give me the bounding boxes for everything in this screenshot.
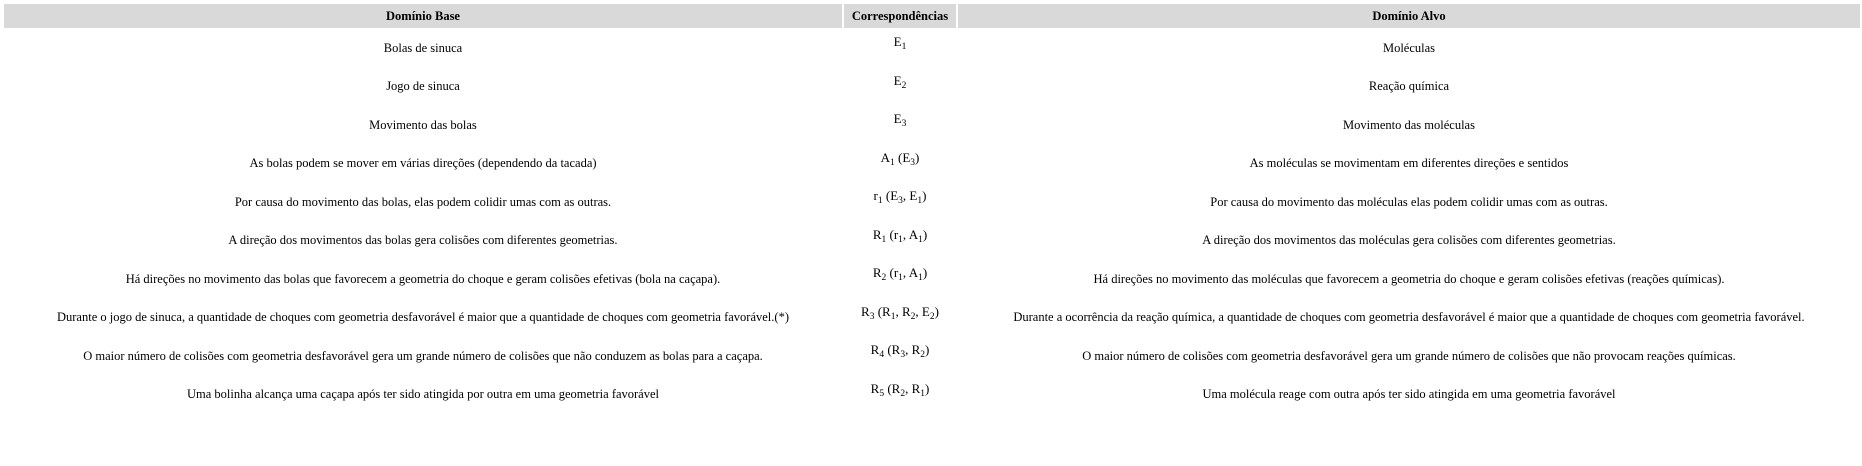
correspondence-symbol: r xyxy=(873,188,878,203)
table-row xyxy=(4,146,1860,183)
base-domain-cell: As bolas podem se mover em várias direções (dependendo da tacada) xyxy=(249,156,597,171)
header-row xyxy=(4,4,1860,28)
correspondence-subscript: 2 xyxy=(929,311,935,322)
table-body xyxy=(4,30,1860,413)
correspondence-cell xyxy=(844,261,956,298)
table-row xyxy=(4,261,1860,298)
correspondence-cell xyxy=(844,146,956,183)
base-domain-cell: Jogo de sinuca xyxy=(386,79,460,94)
correspondence-symbol: ) xyxy=(925,380,930,396)
correspondence-symbol: (R xyxy=(884,380,901,396)
correspondence-symbol: ) xyxy=(915,149,920,165)
base-domain-cell: O maior número de colisões com geometria desfavorável gera um grande número de colisões que não conduzem as bolas para a caçapa. xyxy=(83,348,763,363)
correspondence-subscript: 3 xyxy=(900,350,906,360)
correspondence-symbol: ) xyxy=(922,265,928,280)
table-row xyxy=(4,300,1860,337)
correspondence-subscript: 2 xyxy=(901,80,907,91)
correspondence-cell xyxy=(844,184,956,221)
correspondence-subscript: 2 xyxy=(910,311,916,322)
correspondence-subscript: 1 xyxy=(881,234,887,245)
correspondence-symbol: , R xyxy=(905,342,921,357)
correspondence-subscript: 1 xyxy=(917,196,923,206)
table-row xyxy=(4,338,1860,375)
correspondence-subscript: 2 xyxy=(881,273,887,283)
correspondence-symbol: (r xyxy=(886,226,899,242)
base-domain-cell: Bolas de sinuca xyxy=(383,40,463,55)
table-row xyxy=(4,30,1860,67)
correspondence-symbol: R xyxy=(872,226,882,242)
target-domain-cell: Por causa do movimento das moléculas elas podem colidir umas com as outras. xyxy=(1210,194,1608,209)
base-domain-cell: Movimento das bolas xyxy=(369,117,477,132)
header-base-domain: Domínio Base xyxy=(4,4,842,28)
table-row xyxy=(4,184,1860,221)
correspondence-subscript: 3 xyxy=(910,157,916,168)
correspondence-symbol: A xyxy=(880,149,890,165)
correspondence-symbol: , R xyxy=(905,380,921,396)
correspondence-symbol: ) xyxy=(922,188,927,203)
correspondence-symbol: (R xyxy=(884,342,901,357)
correspondence-subscript: 1 xyxy=(898,273,903,283)
correspondence-symbol: ) xyxy=(934,303,939,319)
correspondence-cell xyxy=(844,338,956,375)
correspondence-subscript: 1 xyxy=(901,42,907,52)
correspondence-subscript: 2 xyxy=(920,350,925,360)
correspondence-symbol: (E xyxy=(882,188,899,203)
correspondence-subscript: 1 xyxy=(918,273,923,283)
target-domain-cell: Há direções no movimento das moléculas que favorecem a geometria do choque e geram colisões efetivas (reações químicas). xyxy=(1093,271,1725,286)
correspondence-cell xyxy=(844,223,956,260)
correspondence-symbol: E xyxy=(893,34,902,49)
header-correspondences: Correspondências xyxy=(844,4,956,28)
correspondence-subscript: 1 xyxy=(918,234,923,245)
table-row xyxy=(4,377,1860,414)
correspondence-symbol: , E xyxy=(915,303,930,319)
correspondence-cell xyxy=(844,69,956,106)
correspondence-subscript: 1 xyxy=(920,388,925,399)
target-domain-cell: O maior número de colisões com geometria desfavorável gera um grande número de colisões que não provocam reações químicas. xyxy=(1082,348,1736,363)
base-domain-cell: Há direções no movimento das bolas que favorecem a geometria do choque e geram colisões efetivas (bola na caçapa). xyxy=(125,271,721,286)
table-row xyxy=(4,223,1860,260)
target-domain-cell: Reação química xyxy=(1368,79,1450,94)
correspondence-subscript: 5 xyxy=(879,388,885,399)
correspondence-subscript: 1 xyxy=(890,311,896,322)
base-domain-cell: Por causa do movimento das bolas, elas podem colidir umas com as outras. xyxy=(234,194,612,209)
correspondence-symbol: (r xyxy=(886,265,899,280)
base-domain-cell: Durante o jogo de sinuca, a quantidade de choques com geometria desfavorável é maior que a quantidade de choques com geometria favorável.(*) xyxy=(56,310,789,325)
correspondence-symbol: , R xyxy=(895,303,911,319)
table-row xyxy=(4,107,1860,144)
correspondence-subscript: 2 xyxy=(900,388,906,399)
correspondence-symbol: , A xyxy=(902,226,919,242)
correspondence-subscript: 3 xyxy=(898,196,903,206)
correspondence-symbol: E xyxy=(893,72,902,88)
correspondence-subscript: 1 xyxy=(898,234,903,245)
target-domain-cell: A direção dos movimentos das moléculas gera colisões com diferentes geometrias. xyxy=(1202,233,1616,248)
correspondence-symbol: R xyxy=(872,265,882,280)
base-domain-cell: A direção dos movimentos das bolas gera colisões com diferentes geometrias. xyxy=(228,233,618,248)
target-domain-cell: Uma molécula reage com outra após ter sido atingida em uma geometria favorável xyxy=(1202,387,1616,402)
correspondence-symbol: R xyxy=(870,342,880,357)
correspondence-subscript: 4 xyxy=(879,350,885,360)
header-target-domain: Domínio Alvo xyxy=(958,4,1860,28)
correspondence-cell xyxy=(844,377,956,414)
correspondence-symbol: (R xyxy=(874,303,891,319)
correspondence-symbol: ) xyxy=(925,342,930,357)
correspondence-cell xyxy=(844,300,956,337)
correspondence-cell xyxy=(844,30,956,67)
table-row xyxy=(4,69,1860,106)
correspondence-subscript: 3 xyxy=(901,119,907,129)
correspondence-subscript: 3 xyxy=(869,311,875,322)
correspondence-subscript: 1 xyxy=(877,196,883,206)
target-domain-cell: Moléculas xyxy=(1382,40,1436,55)
correspondence-symbol: , A xyxy=(902,265,919,280)
correspondence-symbol: R xyxy=(861,303,870,319)
correspondence-subscript: 1 xyxy=(890,157,895,168)
target-domain-cell: Movimento das moléculas xyxy=(1343,117,1475,132)
correspondence-cell xyxy=(844,107,956,144)
correspondence-symbol: (E xyxy=(894,149,911,165)
base-domain-cell: Uma bolinha alcança uma caçapa após ter sido atingida por outra em uma geometria favorável xyxy=(186,387,660,402)
target-domain-cell: Durante a ocorrência da reação química, a quantidade de choques com geometria desfavorável é maior que a quantidade de choques com geometria favorável. xyxy=(1013,310,1805,325)
correspondence-symbol: ) xyxy=(922,226,928,242)
correspondence-symbol: , E xyxy=(902,188,918,203)
correspondence-symbol: R xyxy=(870,380,880,396)
correspondence-symbol: E xyxy=(893,111,902,126)
target-domain-cell: As moléculas se movimentam em diferentes direções e sentidos xyxy=(1249,156,1569,171)
